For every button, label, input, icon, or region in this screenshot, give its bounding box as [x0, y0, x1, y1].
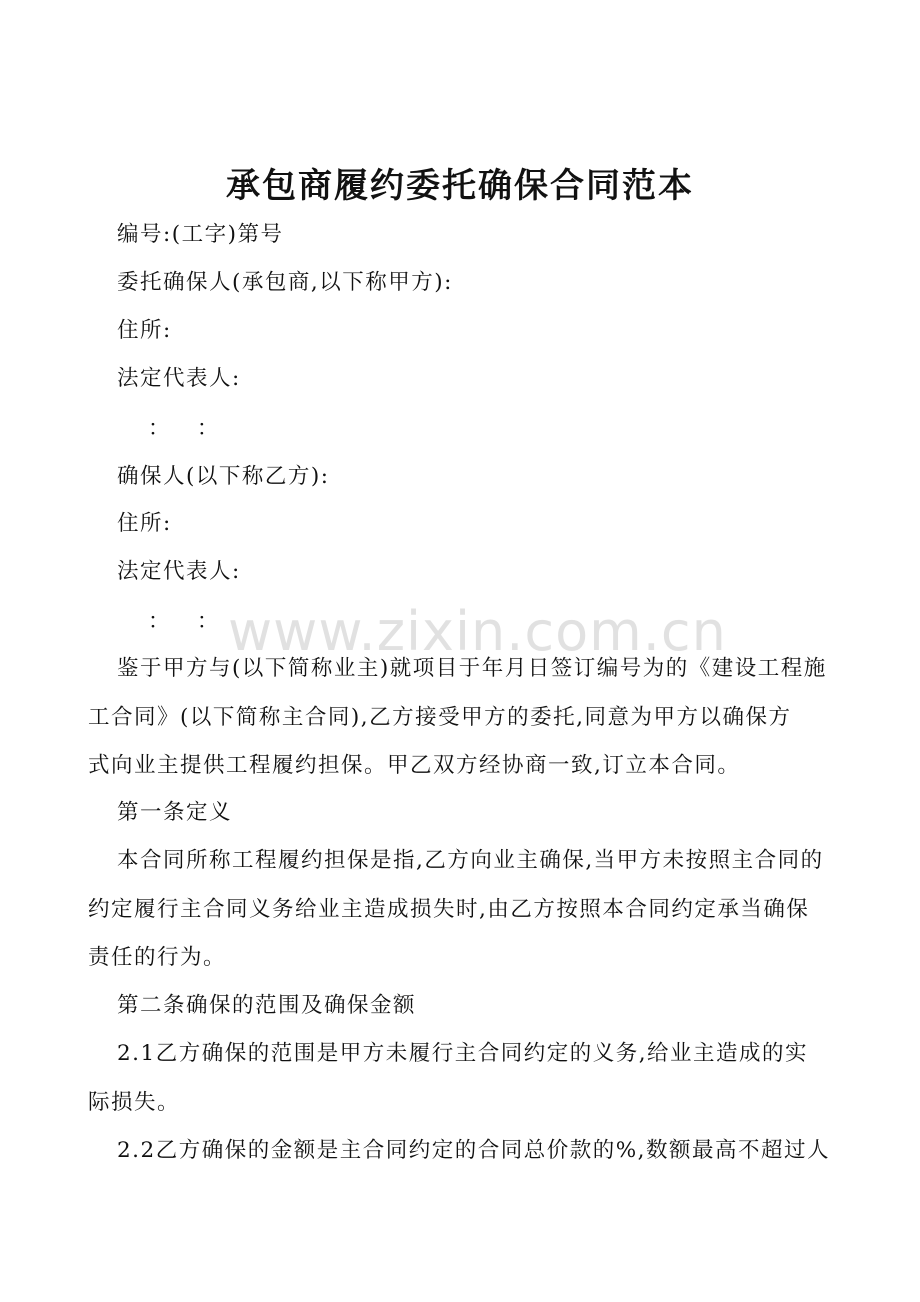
preamble-paragraph-line-2: 工合同》(以下简称主合同),乙方接受甲方的委托,同意为甲方以确保方 — [88, 705, 792, 730]
preamble-paragraph-line-1: 鉴于甲方与(以下简称业主)就项目于年月日签订编号为的《建设工程施 — [117, 656, 827, 681]
contract-number-line: 编号:(工字)第号 — [117, 222, 284, 247]
document-title: 承包商履约委托确保合同范本 — [226, 166, 694, 206]
definition-paragraph-line-3: 责任的行为。 — [88, 945, 227, 970]
preamble-paragraph-line-3: 式向业主提供工程履约担保。甲乙双方经协商一致,订立本合同。 — [88, 753, 741, 778]
party-a-representative-line: 法定代表人: — [117, 366, 241, 391]
definition-paragraph-line-2: 约定履行主合同义务给业主造成损失时,由乙方按照本合同约定承当确保 — [88, 897, 810, 922]
party-a-line: 委托确保人(承包商,以下称甲方): — [117, 270, 453, 295]
definition-paragraph-line-1: 本合同所称工程履约担保是指,乙方向业主确保,当甲方未按照主合同的 — [117, 848, 824, 873]
clause-2-1-line-1: 2.1乙方确保的范围是甲方未履行主合同约定的义务,给业主造成的实 — [117, 1041, 809, 1066]
party-a-blank-fields: ： ： — [148, 416, 219, 441]
party-a-address-line: 住所: — [117, 318, 172, 343]
article-2-heading: 第二条确保的范围及确保金额 — [117, 993, 417, 1018]
site-watermark: www.zixin.com.cn — [228, 600, 727, 663]
party-b-blank-fields: ： ： — [148, 609, 219, 634]
party-b-line: 确保人(以下称乙方): — [117, 464, 330, 489]
party-b-representative-line: 法定代表人: — [117, 559, 241, 584]
article-1-heading: 第一条定义 — [117, 800, 233, 825]
clause-2-2-line-1: 2.2乙方确保的金额是主合同约定的合同总价款的%,数额最高不超过人 — [117, 1138, 830, 1163]
clause-2-1-line-2: 际损失。 — [88, 1090, 181, 1115]
party-b-address-line: 住所: — [117, 511, 172, 536]
